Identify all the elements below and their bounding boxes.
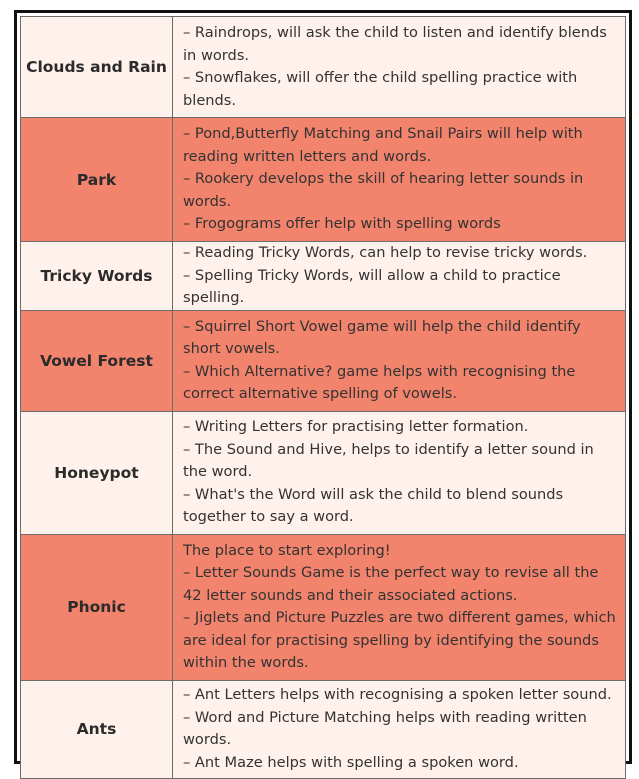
description-line: – Snowflakes, will offer the child spelling practice with blends. — [183, 69, 578, 109]
table-row — [21, 534, 626, 680]
description-line: – Pond,Butterfly Matching and Snail Pairs will help with reading written letters and words. — [183, 125, 583, 165]
row-description — [173, 17, 626, 118]
description-line: – Which Alternative? game helps with recognising the correct alternative spelling of vowels. — [183, 362, 576, 402]
description-line: – Frogograms offer help with spelling words — [183, 215, 501, 233]
row-name-vowel-forest: Vowel Forest — [21, 310, 173, 411]
description-line: The place to start exploring! — [183, 541, 391, 559]
description-line: – Writing Letters for practising letter formation. — [183, 418, 529, 436]
description-line: – Spelling Tricky Words, will allow a child to practice spelling. — [183, 266, 561, 306]
row-name-tricky-words: Tricky Words — [21, 242, 173, 311]
table-row — [21, 118, 626, 242]
description-line: – Letter Sounds Game is the perfect way to revise all the 42 letter sounds and their associated actions. — [183, 564, 599, 604]
description-line: – Jiglets and Picture Puzzles are two different games, which are ideal for practising spelling by identifying the sounds within the words. — [183, 609, 616, 671]
table-row — [21, 411, 626, 534]
row-description — [173, 242, 626, 311]
description-line: – Word and Picture Matching helps with reading written words. — [183, 708, 587, 748]
row-description — [173, 534, 626, 680]
row-name-ants: Ants — [21, 680, 173, 778]
table-row — [21, 680, 626, 778]
description-line: – Raindrops, will ask the child to listen and identify blends in words. — [183, 24, 607, 64]
row-name-phonic: Phonic — [21, 534, 173, 680]
table-row — [21, 17, 626, 118]
table-row — [21, 310, 626, 411]
row-description — [173, 118, 626, 242]
description-line: – Squirrel Short Vowel game will help the child identify short vowels. — [183, 317, 581, 357]
row-name-park: Park — [21, 118, 173, 242]
description-line: – The Sound and Hive, helps to identify a letter sound in the word. — [183, 440, 594, 481]
row-name-honeypot: Honeypot — [21, 411, 173, 534]
row-description — [173, 310, 626, 411]
description-line: – Ant Letters helps with recognising a spoken letter sound. — [183, 686, 612, 703]
games-table — [20, 16, 626, 779]
games-table-frame — [14, 10, 632, 771]
description-line: – What's the Word will ask the child to blend sounds together to say a word. — [183, 485, 564, 526]
table-row — [21, 242, 626, 311]
description-line: – Ant Maze helps with spelling a spoken word. — [183, 753, 519, 771]
description-line: – Rookery develops the skill of hearing letter sounds in words. — [183, 170, 584, 210]
row-description — [173, 680, 626, 778]
description-line: – Reading Tricky Words, can help to revise tricky words. — [183, 244, 588, 261]
row-description — [173, 411, 626, 534]
row-name-clouds-and-rain: Clouds and Rain — [21, 17, 173, 118]
